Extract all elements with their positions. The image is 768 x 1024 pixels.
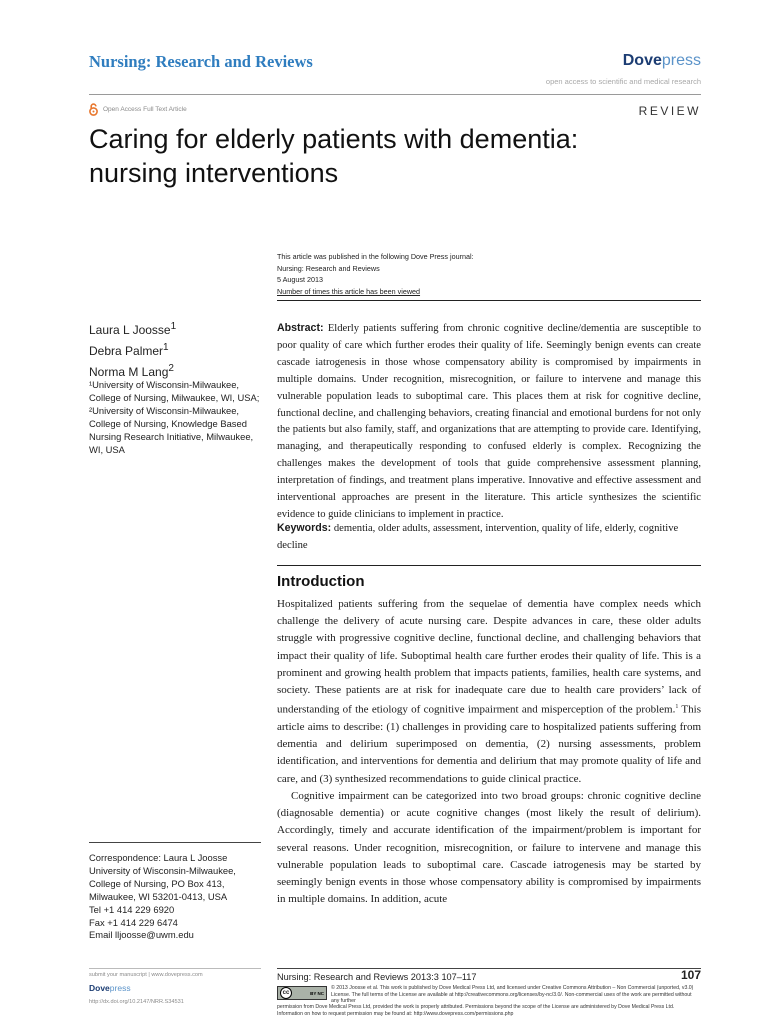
submit-manuscript-link[interactable]: submit your manuscript | www.dovepress.com	[89, 972, 203, 978]
abstract-label: Abstract:	[277, 322, 324, 334]
article-type: REVIEW	[638, 104, 701, 118]
pubinfo-divider	[277, 300, 701, 301]
publication-info	[277, 251, 474, 297]
author: Laura L Joosse$^1$	[89, 321, 177, 337]
keywords-divider	[277, 565, 701, 566]
correspondence-divider	[89, 842, 261, 843]
pubinfo-journal: Nursing: Research and Reviews	[277, 263, 380, 273]
introduction-body	[277, 596, 701, 908]
paragraph: Hospitalized patients suffering from the sequelae of dementia have complex needs which challenge the delivery of acute nursing care. Despite advances in care, these older adults struggle with progressive cognitive decline, functional decline, and challenging behaviors that impact their quality of life. Suboptimal health care further erodes their quality of life. This is a prominent and growing health problem that impacts patients, families, health care systems, and society. These patients are at risk for inadequate care due to health care providers’ lack of understanding of the etiology of cognitive impairment and misperception of the problem.$^1$ This article aims to describe: (1) challenges in providing care to hospitalized patients suffering from dementia and delirium superimposed on dementia, (2) nursing assessments, problem identification, and interventions for dementia and delirium that may promote quality of life and care, and (3) synthesized recommendations to guide clinical practice.	[277, 598, 701, 785]
footer-dovepress-logo[interactable]: Dovepress	[89, 983, 131, 993]
license-text-continued: permission from Dove Medical Press Ltd, provided the work is properly attributed. Permissions beyond the scope of the License are administered by Dove Medical Press Ltd. Information on how to request permission may be found at: http://www.dovepress.com/permissions.php	[277, 1004, 675, 1017]
cc-tags: BY NC	[310, 990, 324, 996]
license-text: © 2013 Joosse et al. This work is published by Dove Medical Press Ltd, and licensed under Creative Commons Attribution – Non Commercial (unported, v3.0) License. The full terms of the License are available at http://creativecommons.org/licenses/by-nc/3.0/. Non-commercial uses of the work are permitted without any further	[331, 985, 694, 1005]
footer-divider	[277, 968, 701, 969]
title-line-1: Caring for elderly patients with dementia:	[89, 124, 579, 154]
author: Debra Palmer$^1$	[89, 342, 169, 358]
creative-commons-badge[interactable]	[277, 986, 327, 1000]
title-line-2: nursing interventions	[89, 158, 339, 188]
article-title	[89, 122, 689, 190]
paragraph: Cognitive impairment can be categorized into two broad groups: chronic cognitive decline (diagnosable dementia) or acute cognitive changes (most likely the result of delirium). Accordingly, timely and accurate identification of the impairment/problem is important for several reasons. Under recognition, misrecognition, or failure to intervene and manage this vulnerable population leads to suboptimal care. Cascade iatrogenesis may be started by seemingly benign events in those whose compensatory ability is compromised by impairments in multiple domains. In addition, acute	[277, 789, 701, 906]
dovepress-logo[interactable]	[623, 52, 701, 70]
open-access-lock-icon	[89, 103, 98, 116]
author-list	[89, 318, 176, 381]
footer-left-divider	[89, 968, 261, 969]
affiliations: ¹University of Wisconsin-Milwaukee, College of Nursing, Milwaukee, WI, USA; ²University of Wisconsin-Milwaukee, College of Nursing, Knowledge Based Nursing Research Initiative, Milwaukee, WI, USA	[89, 379, 260, 455]
pubinfo-line-1: This article was published in the following Dove Press journal:	[277, 252, 474, 261]
abstract-text: Elderly patients suffering from chronic cognitive decline/dementia are susceptible to poor quality of care which further erodes their quality of life. Seemingly benign events can create cascade iatrogenesis in those whose compensatory ability is compromised by impairments in multiple domains. Under recognition, misrecognition, or failure to intervene and manage this vulnerable population leads to suboptimal care. This places them at risk for cognitive decline, functional decline, and challenging behaviors, creating financial and emotional burdens for not only the patients but also family, staff, and organizations that are attempting to provide care. Identifying, managing, and therapeutically responding to confused elderly is complex. Recognizing the challenges makes the development of tools that guide comprehensive assessment planning, interpretation of findings, and treatment plans imperative. Innovative and effective assessment and interventional approaches are present in the literature. This article synthesizes the scientific evidence to guide clinicians to implement in practice.	[277, 323, 701, 520]
pubinfo-date: 5 August 2013	[277, 275, 323, 284]
abstract	[277, 320, 701, 524]
open-access-label: Open Access Full Text Article	[103, 106, 187, 113]
page-number: 107	[680, 968, 701, 982]
views-link[interactable]: Number of times this article has been viewed	[277, 286, 421, 296]
brand-dark: Dove	[622, 52, 662, 69]
publisher-tagline: open access to scientific and medical research	[545, 77, 701, 86]
keywords-text: dementia, older adults, assessment, intervention, quality of life, elderly, cognitive decline	[277, 523, 679, 551]
correspondence-email[interactable]: Email lljoosse@uwm.edu	[89, 929, 194, 941]
citation-line: Nursing: Research and Reviews 2013:3 107–117	[277, 972, 477, 982]
open-access-badge	[89, 103, 187, 116]
correspondence: Correspondence: Laura L Joosse University of Wisconsin-Milwaukee, College of Nursing, PO Box 413, Milwaukee, WI 53201-0413, USA Tel +1 414 229 6920 Fax +1 414 229 6474 Email lljoosse@uwm.edu	[89, 852, 265, 942]
keywords	[277, 520, 701, 555]
brand-light: press	[661, 52, 701, 69]
keywords-label: Keywords:	[277, 522, 332, 534]
introduction-heading: Introduction	[277, 573, 365, 590]
citation-ref[interactable]: 1	[675, 704, 679, 711]
header-divider	[89, 94, 701, 95]
author: Norma M Lang$^2$	[89, 363, 174, 379]
journal-name: Nursing: Research and Reviews	[89, 52, 313, 71]
doi-link[interactable]: http://dx.doi.org/10.2147/NRR.S34531	[89, 999, 184, 1005]
cc-icon: cc	[280, 987, 292, 999]
